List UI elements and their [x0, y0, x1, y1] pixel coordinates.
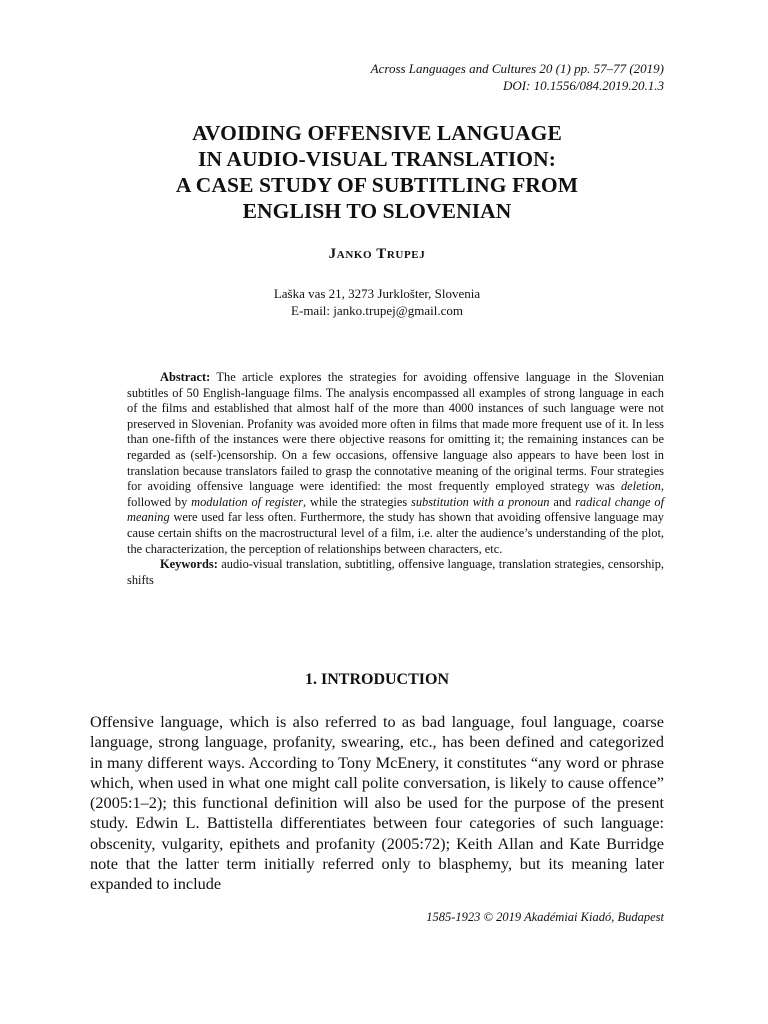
abstract-text: , while the strategies: [303, 494, 412, 509]
abstract-text: were used far less often. Furthermore, the study has shown that avoiding offensive language may cause certain shifts on the macrostructural level of a film, i.e. alter the audience’s understanding of the plot, the characterization, the perception of relationships between characters, etc.: [127, 510, 664, 556]
author-affiliation: [90, 285, 664, 319]
keywords-text: audio-visual translation, subtitling, offensive language, translation strategies, censorship, shifts: [127, 557, 664, 587]
paper-title: [90, 120, 664, 224]
body-paragraph: Offensive language, which is also referred to as bad language, foul language, coarse language, strong language, profanity, swearing, etc., has been defined and categorized in many different ways. According to Tony McEnery, it constitutes “any word or phrase which, when used in what one might call polite conversation, is likely to cause offence” (2005:1–2); this functional definition will also be used for the purpose of the present study. Edwin L. Battistella differentiates between four categories of such language: obscenity, vulgarity, epithets and profanity (2005:72); Keith Allan and Kate Burridge note that the latter term initially referred only to blasphemy, but its meaning later expanded to include: [90, 712, 664, 894]
page-footer: 1585-1923 © 2019 Akadémiai Kiadó, Budapest: [426, 910, 664, 924]
title-line: ENGLISH TO SLOVENIAN: [242, 199, 512, 223]
abstract-emphasis: substitution with a pronoun: [411, 494, 550, 509]
doi-line: DOI: 10.1556/084.2019.20.1.3: [502, 78, 664, 93]
abstract-emphasis: radical change of meaning: [127, 494, 665, 525]
title-line: A CASE STUDY OF SUBTITLING FROM: [175, 173, 579, 197]
abstract-emphasis: modulation of register: [191, 494, 304, 509]
section-heading: 1. INTRODUCTION: [304, 671, 449, 688]
abstract-text: , followed by: [127, 479, 664, 509]
title-line: IN AUDIO-VISUAL TRANSLATION:: [197, 147, 557, 171]
abstract-block: [127, 370, 664, 588]
abstract-label: Abstract:: [160, 370, 211, 384]
author-email: E-mail: janko.trupej@gmail.com: [291, 303, 463, 318]
abstract-text: The article explores the strategies for avoiding offensive language in the Slovenian subtitles of 50 English-language films. The analysis encompassed all examples of strong language in each of the films and established that almost half of the more than 4000 instances of such language were not preserved in Slovenian. Profanity was avoided more often in films that made more frequent use of it. In less than one-fifth of the instances were there objective reasons for omitting it; the remaining instances can be regarded as (self-)censorship. On a few occasions, offensive language also appears to have been lost in translation because translators failed to grasp the connotative meaning of the original terms. Four strategies for avoiding offensive language were identified: the most frequently employed strategy was: [127, 370, 664, 494]
abstract-emphasis: deletion: [620, 479, 661, 494]
author-name: Janko Trupej: [328, 246, 426, 262]
keywords-paragraph: [127, 557, 664, 588]
title-line: AVOIDING OFFENSIVE LANGUAGE: [192, 121, 562, 145]
abstract-paragraph: [127, 370, 664, 557]
keywords-label: Keywords:: [160, 557, 218, 572]
journal-citation: [371, 60, 664, 94]
journal-line: Across Languages and Cultures 20 (1) pp. 57–77 (2019): [370, 61, 664, 76]
abstract-text: and: [549, 494, 576, 509]
author-address: Laška vas 21, 3273 Jurklošter, Slovenia: [273, 286, 481, 301]
